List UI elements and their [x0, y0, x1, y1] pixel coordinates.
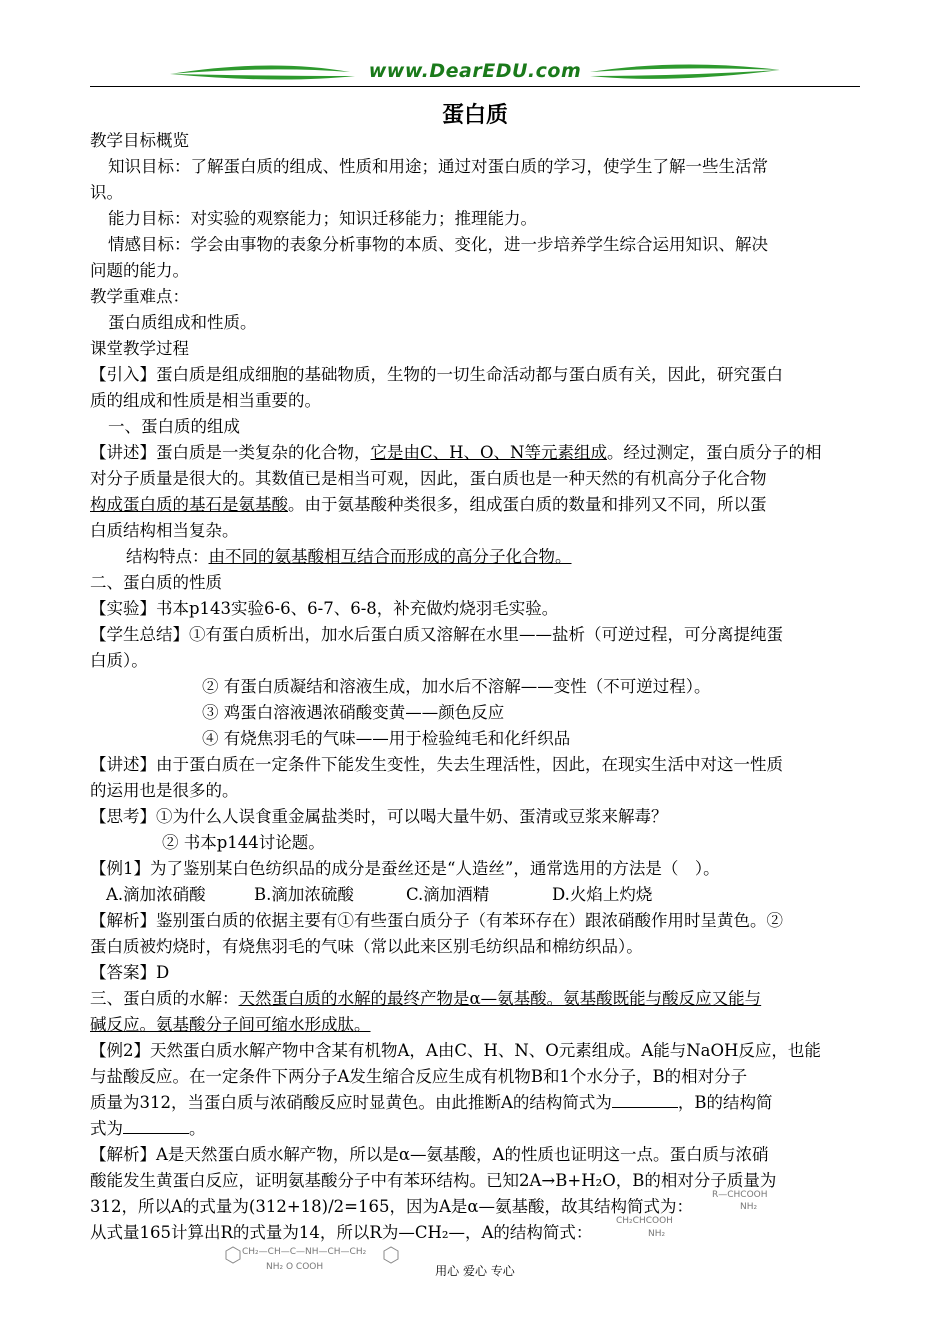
option-a: A.滴加浓硝酸: [106, 885, 206, 904]
answer-options: [90, 882, 860, 908]
text-span: 三、蛋白质的水解：: [90, 989, 239, 1008]
text-line: 【解析】鉴别蛋白质的依据主要有①有些蛋白质分子（有苯环存在）跟浓硝酸作用时呈黄色。②: [90, 911, 783, 930]
text-line: [90, 440, 860, 466]
text-line: ② 书本p144讨论题。: [162, 833, 325, 852]
text-line: 【学生总结】①有蛋白质析出，加水后蛋白质又溶解在水里——盐析（可逆过程，可分离提纯蛋: [90, 625, 783, 644]
text-line: [90, 1012, 860, 1038]
chem-formula-b: CH₂—CH—C—NH—CH—CH₂: [242, 1247, 367, 1257]
text-span: 。: [189, 1119, 206, 1138]
chem-formula-a-sub: NH₂: [648, 1229, 666, 1239]
text-line: ③ 鸡蛋白溶液遇浓硝酸变黄——颜色反应: [202, 703, 505, 722]
text-line: 问题的能力。: [90, 261, 189, 280]
chem-formula-a: CH₂CHCOOH: [616, 1216, 673, 1226]
underlined-text: 它是由C、H、O、N等元素组成: [370, 443, 607, 462]
text-line: 酸能发生黄蛋白反应，证明氨基酸分子中有苯环结构。已知2A→B+H₂O，B的相对分子质量为: [90, 1171, 777, 1190]
text-span: 。由于氨基酸种类很多，组成蛋白质的数量和排列又不同，所以蛋: [288, 495, 767, 514]
text-line: 教学目标概览: [90, 131, 189, 150]
text-line: 【例2】天然蛋白质水解产物中含某有机物A，A由C、H、N、O元素组成。A能与NaOH反应，也能: [90, 1041, 821, 1060]
header-rule: [90, 86, 860, 87]
text-line: 课堂教学过程: [90, 339, 189, 358]
text-line: ④ 有烧焦羽毛的气味——用于检验纯毛和化纤织品: [202, 729, 571, 748]
text-line: 知识目标：了解蛋白质的组成、性质和用途；通过对蛋白质的学习，使学生了解一些生活常: [108, 157, 768, 176]
chem-formula-b-sub: NH₂ O COOH: [266, 1262, 324, 1272]
text-line: 白质结构相当复杂。: [90, 521, 239, 540]
text-line: 【实验】书本p143实验6-6、6-7、6-8，补充做灼烧羽毛实验。: [90, 599, 559, 618]
underlined-text: 碱反应。氨基酸分子间可缩水形成肽。: [90, 1015, 371, 1034]
text-line: 情感目标：学会由事物的表象分析事物的本质、变化，进一步培养学生综合运用知识、解决: [108, 235, 768, 254]
answer-blank: [123, 1117, 189, 1134]
text-span: 【讲述】蛋白质是一类复杂的化合物，: [90, 443, 371, 462]
text-line: 【答案】D: [90, 963, 170, 982]
text-line: 教学重难点：: [90, 287, 189, 306]
section-heading: [90, 986, 860, 1012]
text-line: [90, 544, 860, 570]
text-line: 蛋白质组成和性质。: [108, 313, 257, 332]
underlined-text: 构成蛋白质的基石是氨基酸: [90, 495, 288, 514]
text-span: 式为: [90, 1119, 123, 1138]
text-span: 结构特点：: [126, 547, 209, 566]
text-line: 【讲述】由于蛋白质在一定条件下能发生变性，失去生理活性，因此，在现实生活中对这一性质: [90, 755, 783, 774]
text-span: 。经过测定，蛋白质分子的相: [606, 443, 822, 462]
text-line: [90, 1090, 860, 1116]
text-line: 【引入】蛋白质是组成细胞的基础物质，生物的一切生命活动都与蛋白质有关，因此，研究蛋白: [90, 365, 783, 384]
page-footer: 用心 爱心 专心: [435, 1264, 515, 1278]
text-line: 对分子质量是很大的。其数值已是相当可观，因此，蛋白质也是一种天然的有机高分子化合物: [90, 469, 767, 488]
text-line: 【例1】为了鉴别某白色纺织品的成分是蚕丝还是“人造丝”，通常选用的方法是（ ）。: [90, 859, 720, 878]
text-line: 从式量165计算出R的式量为14，所以R为—CH₂—，A的结构简式：: [90, 1223, 593, 1242]
text-line: 【解析】A是天然蛋白质水解产物，所以是α—氨基酸，A的性质也证明这一点。蛋白质与浓硝: [90, 1145, 769, 1164]
section-heading: 二、蛋白质的性质: [90, 573, 222, 592]
text-span: 质量为312，当蛋白质与浓硝酸反应时显黄色。由此推断A的结构简式为: [90, 1093, 612, 1112]
text-line: 蛋白质被灼烧时，有烧焦羽毛的气味（常以此来区别毛纺织品和棉纺织品）。: [90, 937, 643, 956]
text-line: 白质）。: [90, 651, 148, 670]
underlined-text: 天然蛋白质的水解的最终产物是α—氨基酸。氨基酸既能与酸反应又能与: [238, 989, 762, 1008]
text-line: 【思考】①为什么人误食重金属盐类时，可以喝大量牛奶、蛋清或豆浆来解毒？: [90, 807, 668, 826]
text-line: 的运用也是很多的。: [90, 781, 239, 800]
document-body: [90, 128, 860, 1246]
text-line: [90, 492, 860, 518]
page-title: 蛋白质: [441, 103, 508, 128]
text-line: 能力目标：对实验的观察能力；知识迁移能力；推理能力。: [108, 209, 537, 228]
chem-formula-general-sub: NH₂: [740, 1202, 758, 1212]
text-line: 质的组成和性质是相当重要的。: [90, 391, 321, 410]
chem-formula-general: R—CHCOOH: [712, 1190, 768, 1200]
text-line: 识。: [90, 183, 123, 202]
text-span: ，B的结构简: [677, 1093, 773, 1112]
text-line: ② 有蛋白质凝结和溶液生成，加水后不溶解——变性（不可逆过程）。: [202, 677, 711, 696]
section-heading: 一、蛋白质的组成: [108, 417, 240, 436]
text-line: 312，所以A的式量为(312+18)/2=165，因为A是α—氨基酸，故其结构简式为：: [90, 1197, 694, 1216]
text-line: 与盐酸反应。在一定条件下两分子A发生缩合反应生成有机物B和1个水分子，B的相对分子: [90, 1067, 748, 1086]
text-line: [90, 1116, 860, 1142]
underlined-text: 由不同的氨基酸相互结合而形成的高分子化合物。: [208, 547, 572, 566]
site-logo-text: www.DearEDU.com: [368, 60, 582, 82]
answer-blank: [612, 1091, 678, 1108]
option-c: C.滴加酒精: [406, 885, 490, 904]
option-b: B.滴加浓硫酸: [254, 885, 354, 904]
option-d: D.火焰上灼烧: [552, 885, 653, 904]
